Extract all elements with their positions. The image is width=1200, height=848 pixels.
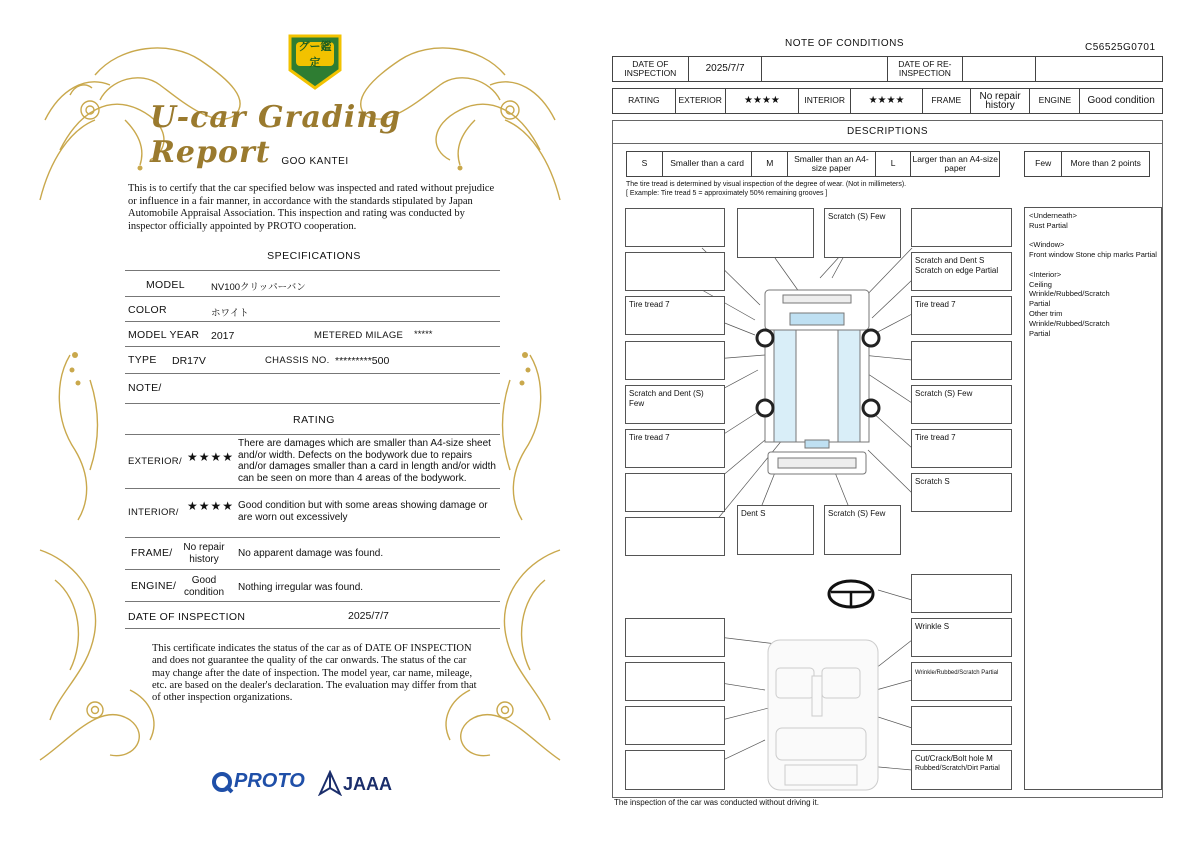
interior-label: INTERIOR/ bbox=[128, 507, 179, 518]
damage-box bbox=[625, 208, 725, 247]
damage-box bbox=[911, 208, 1012, 247]
legend-s-key: S bbox=[627, 152, 663, 176]
damage-box bbox=[911, 341, 1012, 380]
damage-box-right-tire-front: Tire tread 7 bbox=[911, 296, 1012, 335]
interior-stars: ★★★★ bbox=[851, 89, 923, 113]
legend-few-key: Few bbox=[1025, 152, 1062, 176]
engine-value: Good condition bbox=[1087, 95, 1155, 107]
rating-label: RATING bbox=[613, 89, 676, 113]
model-year-label: MODEL YEAR bbox=[128, 329, 200, 341]
damage-box-bottom-mid: Scratch (S) Few bbox=[824, 505, 901, 555]
badge-text: グー鑑定 bbox=[298, 41, 332, 69]
color-label: COLOR bbox=[128, 304, 167, 316]
type-label: TYPE bbox=[128, 354, 157, 366]
specifications-heading: SPECIFICATIONS bbox=[267, 250, 361, 262]
legend-m-key: M bbox=[752, 152, 788, 176]
damage-box bbox=[625, 662, 725, 701]
damage-box bbox=[625, 618, 725, 657]
damage-box-interior-2: Wrinkle/Rubbed/Scratch Partial bbox=[911, 662, 1012, 701]
reinspection-label: DATE OF RE-INSPECTION bbox=[888, 57, 963, 81]
damage-box bbox=[625, 750, 725, 790]
certification-statement: This is to certify that the car specified below was inspected and rated without prejudice or influence in a fair manner, in accordance with the standards stipulated by Japan Automobile Appraisal Association. This inspection and rating was conducted by inspector officially appointed by PROTO cooperation. bbox=[128, 183, 495, 232]
damage-box-interior-3: Cut/Crack/Bolt hole M Rubbed/Scratch/Dirt Partial bbox=[911, 750, 1012, 790]
date-of-inspection-value: 2025/7/7 bbox=[689, 57, 763, 81]
note-label: NOTE/ bbox=[128, 382, 162, 394]
certificate-footer: This certificate indicates the status of the car as of DATE OF INSPECTION and does not guarantee the quality of the car onwards. The status of the car may change after the date of inspection. The model year, car name, mileage, etc. are based on the dealer's declaration. The evaluation may differ from that of other inspection organizations. bbox=[152, 643, 477, 704]
interior-label: INTERIOR bbox=[799, 89, 851, 113]
mileage-value: ***** bbox=[414, 329, 433, 340]
damage-box bbox=[625, 706, 725, 745]
damage-box-top-middle: Scratch (S) Few bbox=[824, 208, 901, 258]
damage-box-right-tire-rear: Tire tread 7 bbox=[911, 429, 1012, 468]
proto-logo-icon bbox=[210, 770, 234, 794]
note-of-conditions bbox=[600, 0, 1200, 848]
jaaa-logo-icon bbox=[318, 770, 342, 796]
exterior-stars: ★★★★ bbox=[726, 89, 800, 113]
damage-box-right-1: Scratch and Dent S Scratch on edge Partial bbox=[911, 252, 1012, 291]
frame-value: No repair history bbox=[971, 89, 1031, 113]
additional-notes: <Underneath> Rust Partial <Window> Front window Stone chip marks Partial <Interior> Ceiling Wrinkle/Rubbed/Scratch Partial Other trim Wrinkle/Rubbed/Scratch Partial bbox=[1024, 207, 1162, 790]
legend-s-text: Smaller than a card bbox=[663, 152, 753, 176]
damage-box bbox=[737, 208, 814, 258]
damage-box-left-tire-rear: Tire tread 7 bbox=[625, 429, 725, 468]
damage-box bbox=[625, 252, 725, 291]
damage-box-left-tire-front: Tire tread 7 bbox=[625, 296, 725, 335]
engine-description: Nothing irregular was found. bbox=[238, 582, 364, 593]
date-of-inspection-value: 2025/7/7 bbox=[348, 610, 389, 622]
legend-m-text: Smaller than an A4-size paper bbox=[788, 152, 876, 176]
certificate-title: U-car Grading Report bbox=[150, 100, 402, 170]
frame-description: No apparent damage was found. bbox=[238, 548, 384, 559]
model-value: NV100クリッパーバン bbox=[211, 282, 306, 293]
interior-stars: ★★★★ bbox=[187, 499, 235, 513]
exterior-stars: ★★★★ bbox=[187, 450, 235, 464]
type-value: DR17V bbox=[172, 355, 206, 367]
rating-heading: RATING bbox=[293, 414, 335, 426]
jaaa-logo-text: JAAA bbox=[343, 774, 393, 794]
legend-few-text: More than 2 points bbox=[1070, 158, 1141, 169]
chassis-value: *********500 bbox=[335, 355, 390, 367]
issuer-name: GOO KANTEI bbox=[281, 156, 349, 167]
damage-box bbox=[625, 517, 725, 556]
engine-label: ENGINE bbox=[1030, 89, 1080, 113]
legend-l-key: L bbox=[876, 152, 912, 176]
frame-label: FRAME/ bbox=[131, 547, 173, 559]
damage-box-left-side: Scratch and Dent (S) Few bbox=[625, 385, 725, 424]
mileage-label: METERED MILAGE bbox=[314, 330, 404, 341]
engine-value: Good condition bbox=[183, 575, 225, 598]
frame-label: FRAME bbox=[923, 89, 971, 113]
damage-box bbox=[625, 341, 725, 380]
frame-value: No repair history bbox=[183, 542, 225, 565]
damage-box-right-side: Scratch (S) Few bbox=[911, 385, 1012, 424]
interior-description: Good condition but with some areas showing damage or are worn out excessively bbox=[238, 500, 488, 523]
damage-box-interior-1: Wrinkle S bbox=[911, 618, 1012, 657]
exterior-label: EXTERIOR/ bbox=[128, 456, 182, 467]
exterior-description: There are damages which are smaller than A4-size sheet and/or width. Defects on the bodywork due to repairs and/or damages smaller than a card in length and/or width can be seen on more than 4 areas of the bodywork. bbox=[238, 438, 496, 484]
chassis-label: CHASSIS NO. bbox=[265, 355, 330, 366]
driving-note: The inspection of the car was conducted without driving it. bbox=[614, 798, 819, 807]
model-year-value: 2017 bbox=[211, 330, 235, 342]
report-code: C56525G0701 bbox=[1085, 42, 1156, 53]
exterior-label: EXTERIOR bbox=[676, 89, 726, 113]
color-value: ホワイト bbox=[211, 308, 249, 319]
damage-box bbox=[911, 574, 1012, 613]
tire-tread-note: The tire tread is determined by visual inspection of the degree of wear. (Not in millimeters). [ Example: Tire tread 5 = approximately 50% remaining grooves ] bbox=[626, 181, 907, 197]
engine-label: ENGINE/ bbox=[131, 580, 177, 592]
damage-box-right-rear: Scratch S bbox=[911, 473, 1012, 512]
damage-box bbox=[625, 473, 725, 512]
damage-box-bottom-left: Dent S bbox=[737, 505, 814, 555]
descriptions-heading: DESCRIPTIONS bbox=[846, 126, 928, 137]
notes-title: NOTE OF CONDITIONS bbox=[785, 38, 904, 49]
model-label: MODEL bbox=[146, 279, 185, 291]
date-of-inspection-label: DATE OF INSPECTION bbox=[613, 57, 689, 81]
damage-box bbox=[911, 706, 1012, 745]
legend-l-text: Larger than an A4-size paper bbox=[912, 153, 998, 173]
date-of-inspection-label: DATE OF INSPECTION bbox=[128, 611, 246, 623]
proto-logo-text: PROTO bbox=[234, 770, 305, 792]
